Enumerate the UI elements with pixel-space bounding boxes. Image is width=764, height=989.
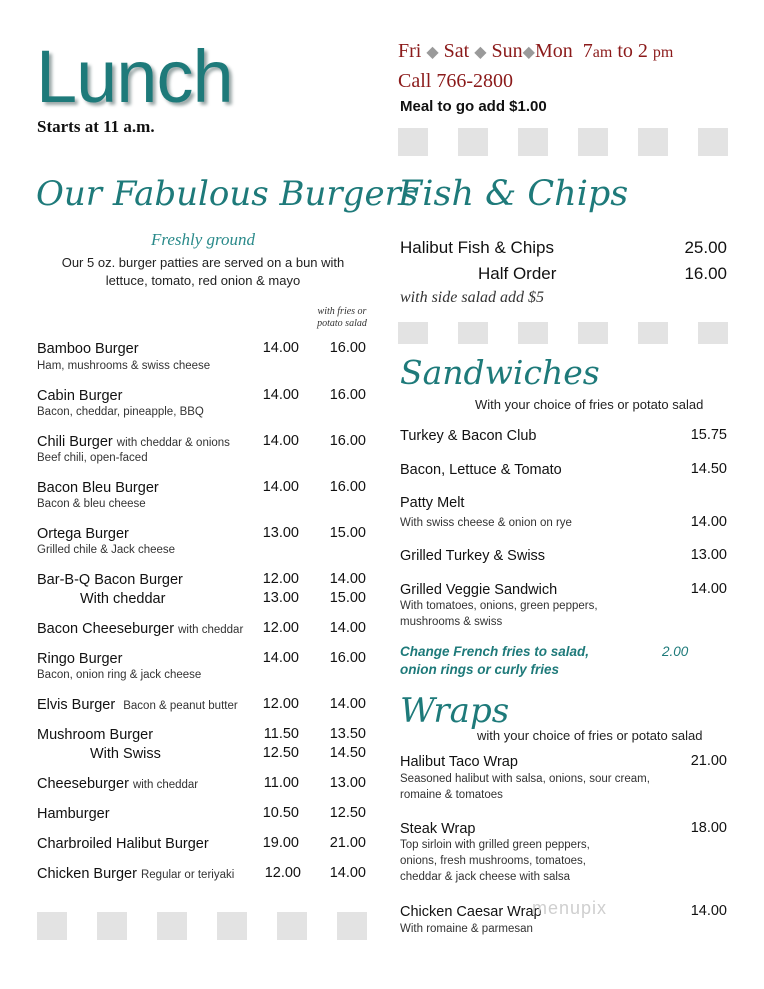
item-name: Bacon Bleu Burger: [37, 480, 159, 496]
hours-start: 7: [582, 40, 593, 62]
desc-line: cheddar & jack cheese with salsa: [400, 871, 571, 883]
fish-note: with side salad add $5: [400, 289, 545, 306]
menu-item: [400, 581, 557, 599]
item-note: with cheddar: [178, 624, 244, 636]
item-combo-price: 14.00: [329, 696, 366, 712]
side-change-note: [400, 643, 589, 679]
item-description: Beef chili, open-faced: [37, 452, 148, 464]
menu-item-variant: [90, 745, 161, 763]
hours-end-unit: pm: [652, 44, 674, 61]
start-time: Starts at 11 a.m.: [37, 117, 155, 136]
item-price: 12.00: [262, 696, 299, 712]
item-price: 12.00: [264, 865, 301, 881]
note-line: Change French fries to salad,: [400, 644, 590, 659]
item-price: 15.75: [690, 427, 727, 443]
item-price: 13.00: [262, 525, 299, 541]
item-name: With Swiss: [90, 746, 161, 762]
item-name: Elvis Burger: [37, 697, 116, 713]
item-price: 14.00: [262, 650, 299, 666]
item-price: 16.00: [684, 264, 727, 283]
item-price: 14.00: [690, 514, 727, 530]
item-name: Chicken Burger: [37, 866, 137, 882]
menu-item: [400, 547, 545, 565]
hours-end: 2: [637, 40, 648, 62]
menu-item: [37, 865, 234, 884]
item-name: Halibut Fish & Chips: [400, 238, 555, 257]
item-name: Hamburger: [37, 806, 110, 822]
combo-note-line: potato salad: [317, 318, 367, 329]
fish-item-half: [478, 264, 556, 284]
item-name: Charbroiled Halibut Burger: [37, 836, 209, 852]
item-combo-price: 14.00: [329, 620, 366, 636]
item-combo-price: 15.00: [329, 590, 366, 606]
item-combo-price: 14.50: [329, 745, 366, 761]
menu-item: [37, 340, 139, 358]
item-price: 10.50: [262, 805, 299, 821]
menu-item: [400, 427, 536, 445]
item-price: 14.00: [262, 387, 299, 403]
item-description: With romaine & parmesan: [400, 923, 533, 935]
sandwiches-subtitle: With your choice of fries or potato salad: [475, 397, 704, 412]
diamond-icon: ◆: [426, 44, 439, 61]
item-description: Bacon, onion ring & jack cheese: [37, 669, 202, 681]
desc-line: romaine & tomatoes: [400, 789, 503, 801]
item-note: with cheddar: [132, 779, 199, 791]
item-price: 13.00: [262, 590, 299, 606]
to-go-note: Meal to go add $1.00: [400, 98, 547, 115]
sandwiches-heading: Sandwiches: [400, 353, 600, 392]
menu-item: [37, 696, 238, 715]
item-name: Patty Melt: [400, 495, 465, 511]
item-name: Half Order: [478, 264, 557, 283]
item-name: Chili Burger: [37, 434, 113, 450]
item-name: Bamboo Burger: [37, 341, 139, 357]
item-price: 14.00: [690, 581, 727, 597]
item-price: 14.50: [690, 461, 727, 477]
menu-item: [37, 571, 183, 589]
item-combo-price: 13.50: [329, 726, 366, 742]
item-note: Regular or teriyaki: [140, 869, 235, 881]
item-price: 12.00: [262, 620, 299, 636]
item-price: 12.00: [262, 571, 299, 587]
burgers-desc-line: lettuce, tomato, red onion & mayo: [105, 273, 301, 288]
item-description: Ham, mushrooms & swiss cheese: [37, 360, 211, 372]
wraps-subtitle: with your choice of fries or potato salad: [477, 728, 703, 743]
item-combo-price: 14.00: [329, 865, 366, 881]
item-name: Cabin Burger: [37, 388, 123, 404]
day-fri: Fri: [398, 40, 422, 62]
side-change-price: 2.00: [662, 644, 689, 659]
item-name: Bar-B-Q Bacon Burger: [37, 572, 183, 588]
item-combo-price: 16.00: [329, 433, 366, 449]
diamond-icon: ◆: [474, 44, 487, 61]
menu-item: [400, 461, 562, 479]
item-name: Cheeseburger: [37, 776, 129, 792]
hours-to: to: [617, 40, 633, 62]
burgers-description: [36, 254, 370, 290]
item-note: with cheddar & onions: [116, 437, 230, 449]
item-price: 11.50: [263, 726, 299, 742]
menu-item: [400, 753, 518, 771]
item-combo-price: 15.00: [329, 525, 366, 541]
item-description: Bacon & bleu cheese: [37, 498, 146, 510]
item-description: [400, 771, 650, 803]
menu-item: [37, 525, 129, 543]
diamond-icon: ◆: [522, 44, 535, 61]
desc-line: Seasoned halibut with salsa, onions, sour cream,: [400, 773, 650, 785]
item-combo-price: 16.00: [329, 650, 366, 666]
item-combo-price: 13.00: [329, 775, 366, 791]
burgers-desc-line: Our 5 oz. burger patties are served on a bun with: [61, 255, 345, 270]
hours-start-unit: am: [592, 44, 613, 61]
item-price: 12.50: [262, 745, 299, 761]
item-name: Mushroom Burger: [37, 727, 154, 743]
menu-item: [37, 835, 209, 853]
menu-item: [37, 479, 159, 497]
fish-item: [400, 238, 554, 258]
item-name: Ringo Burger: [37, 651, 123, 667]
item-price: 14.00: [262, 340, 299, 356]
item-description: Bacon, cheddar, pineapple, BBQ: [37, 406, 204, 418]
item-combo-price: 12.50: [329, 805, 366, 821]
item-note: Bacon & peanut butter: [123, 700, 238, 712]
wraps-heading: Wraps: [400, 691, 510, 731]
item-description: [400, 837, 590, 885]
item-price: 14.00: [262, 433, 299, 449]
item-name: Grilled Veggie Sandwich: [400, 582, 558, 598]
item-price: 18.00: [690, 820, 727, 836]
menu-item: [37, 726, 153, 744]
menu-item: [400, 494, 464, 512]
item-price: 25.00: [684, 238, 727, 257]
menu-item: [37, 650, 122, 668]
desc-line: onions, fresh mushrooms, tomatoes,: [400, 855, 586, 867]
phone-number: Call 766-2800: [398, 70, 513, 92]
item-name: Halibut Taco Wrap: [400, 754, 518, 770]
desc-line: Top sirloin with grilled green peppers,: [400, 839, 590, 851]
menu-item: [400, 903, 542, 921]
item-price: 13.00: [690, 547, 727, 563]
desc-line: With tomatoes, onions, green peppers,: [400, 600, 598, 612]
fish-heading: Fish & Chips: [398, 174, 629, 214]
item-name: Steak Wrap: [400, 821, 476, 837]
desc-line: mushrooms & swiss: [400, 616, 503, 628]
combo-note-line: with fries or: [317, 306, 367, 317]
item-name: Bacon, Lettuce & Tomato: [400, 462, 562, 478]
item-name: Ortega Burger: [37, 526, 129, 542]
menu-item: [400, 820, 476, 838]
item-description: With swiss cheese & onion on rye: [400, 517, 572, 529]
item-name: Turkey & Bacon Club: [400, 428, 537, 444]
menu-item: [37, 805, 110, 823]
day-sat: Sat: [443, 40, 470, 62]
item-name: Chicken Caesar Wrap: [400, 904, 542, 920]
note-line: onion rings or curly fries: [400, 662, 560, 677]
item-description: [400, 598, 598, 630]
menu-item: [37, 620, 243, 639]
item-name: Bacon Cheeseburger: [37, 621, 175, 637]
item-combo-price: 16.00: [329, 479, 366, 495]
hours-line: [398, 40, 673, 63]
item-combo-price: 21.00: [329, 835, 366, 851]
menu-item: [37, 775, 198, 794]
item-combo-price: 14.00: [329, 571, 366, 587]
item-price: 14.00: [690, 903, 727, 919]
item-description: Grilled chile & Jack cheese: [37, 544, 176, 556]
item-name: With cheddar: [80, 591, 166, 607]
item-price: 21.00: [690, 753, 727, 769]
page-title: Lunch: [36, 35, 233, 118]
item-name: Grilled Turkey & Swiss: [400, 548, 546, 564]
item-price: 14.00: [262, 479, 299, 495]
item-price: 11.00: [263, 775, 299, 791]
watermark: menupix: [532, 898, 608, 918]
burgers-subtitle: Freshly ground: [150, 230, 256, 249]
day-mon: Mon: [534, 40, 573, 62]
day-sun: Sun: [491, 40, 523, 62]
burgers-heading: Our Fabulous Burgers: [36, 174, 419, 214]
item-price: 19.00: [262, 835, 299, 851]
menu-item: [37, 387, 122, 405]
item-combo-price: 16.00: [329, 387, 366, 403]
menu-item-variant: [80, 590, 165, 608]
combo-column-note: [309, 306, 375, 330]
item-combo-price: 16.00: [329, 340, 366, 356]
